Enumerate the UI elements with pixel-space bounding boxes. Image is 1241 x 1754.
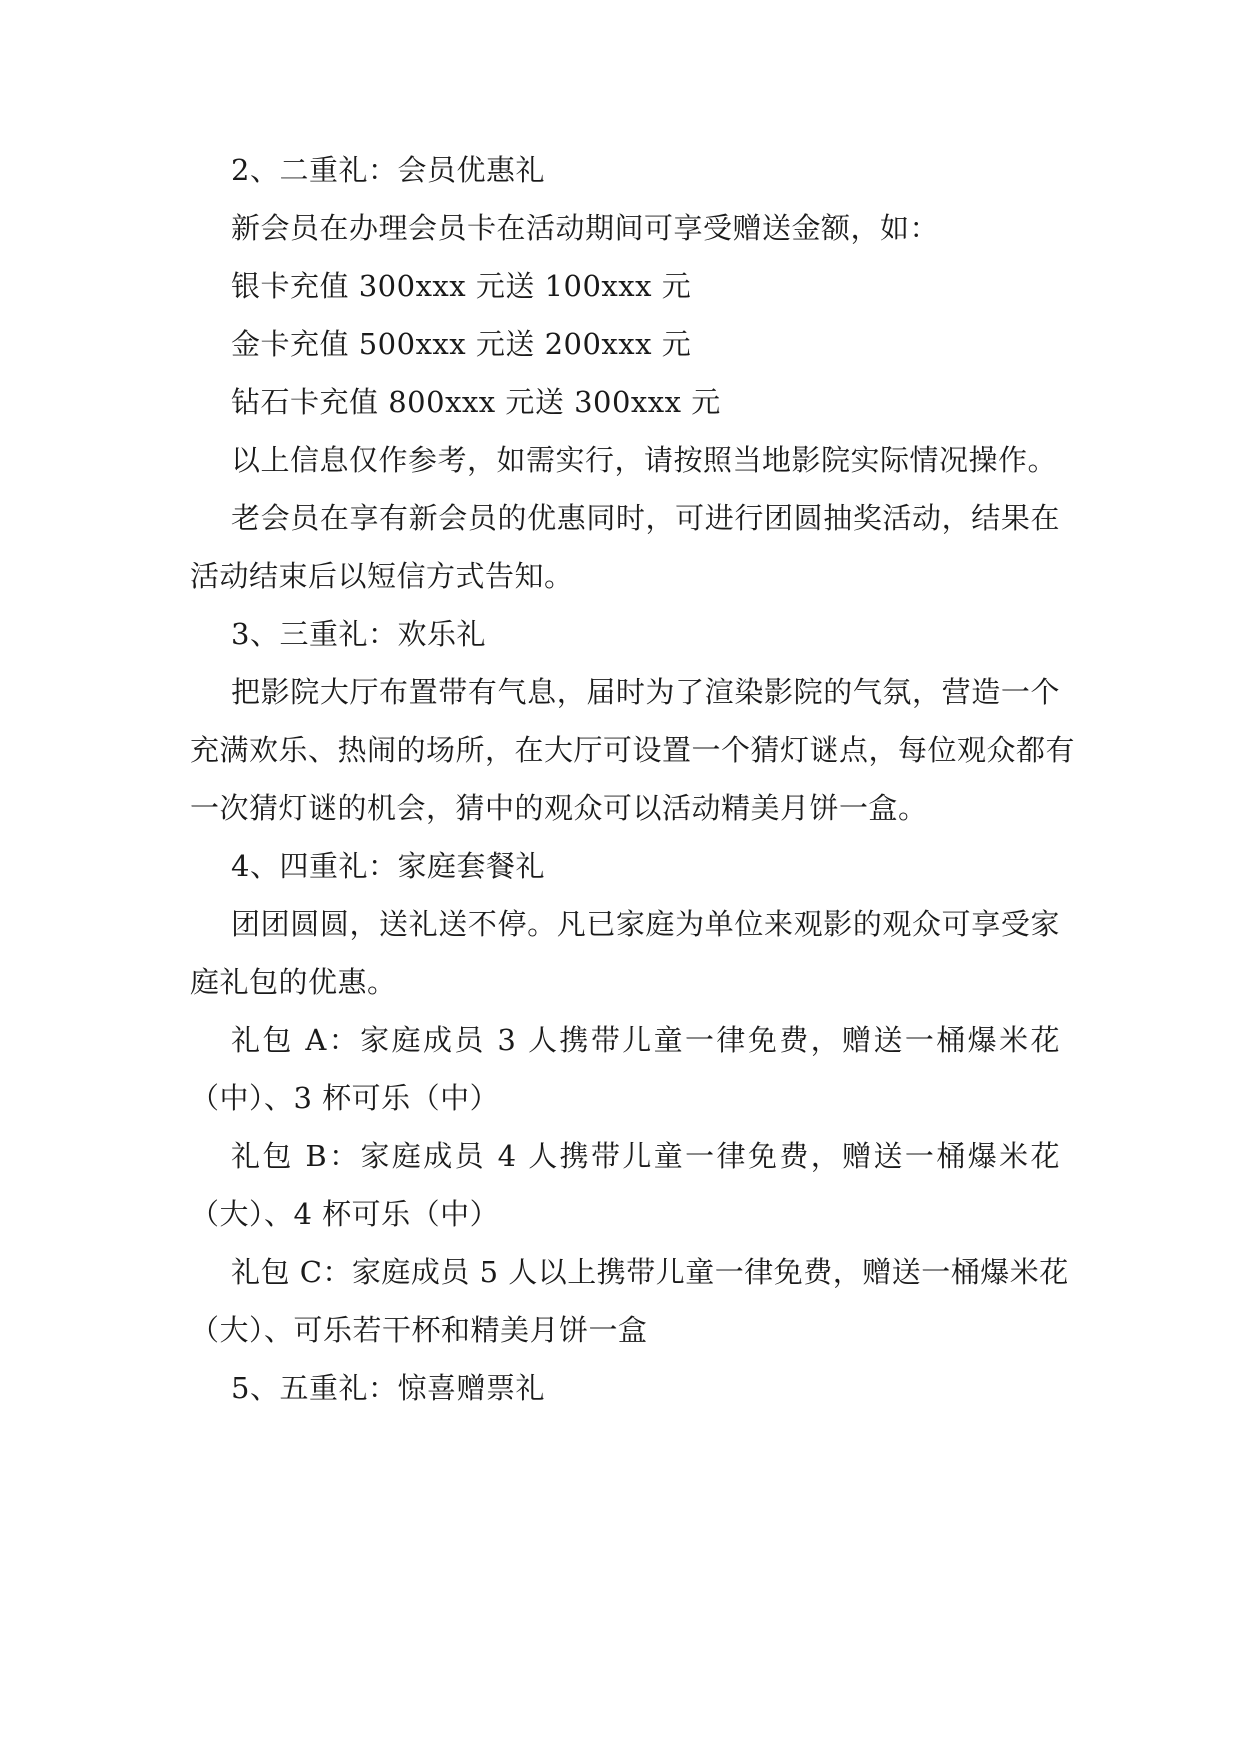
paragraph-line: 把影院大厅布置带有气息，届时为了渲染影院的气氛，营造一个	[231, 675, 1060, 709]
paragraph-line: 银卡充值 300xxx 元送 100xxx 元	[231, 269, 692, 303]
section-heading-5: 5、五重礼：惊喜赠票礼	[231, 1371, 545, 1405]
paragraph-line: 活动结束后以短信方式告知。	[190, 559, 574, 593]
paragraph-line: 新会员在办理会员卡在活动期间可享受赠送金额，如：	[231, 211, 940, 245]
paragraph-line: 充满欢乐、热闹的场所，在大厅可设置一个猜灯谜点，每位观众都有	[190, 733, 1076, 767]
paragraph-line: 金卡充值 500xxx 元送 200xxx 元	[231, 327, 692, 361]
paragraph-line: 庭礼包的优惠。	[190, 965, 397, 999]
paragraph-line: 团团圆圆，送礼送不停。凡已家庭为单位来观影的观众可享受家	[231, 907, 1060, 941]
section-heading-3: 3、三重礼：欢乐礼	[231, 617, 486, 651]
package-b-line: （大）、4 杯可乐（中）	[190, 1197, 500, 1231]
paragraph-line: 一次猜灯谜的机会，猜中的观众可以活动精美月饼一盒。	[190, 791, 928, 825]
package-a-line: （中）、3 杯可乐（中）	[190, 1081, 500, 1115]
paragraph-line: 以上信息仅作参考，如需实行，请按照当地影院实际情况操作。	[231, 443, 1058, 477]
paragraph-line: 老会员在享有新会员的优惠同时，可进行团圆抽奖活动，结果在	[231, 501, 1060, 535]
section-heading-4: 4、四重礼：家庭套餐礼	[231, 849, 545, 883]
package-b-line: 礼包 B：家庭成员 4 人携带儿童一律免费，赠送一桶爆米花	[231, 1139, 1060, 1173]
paragraph-line: 钻石卡充值 800xxx 元送 300xxx 元	[231, 385, 721, 419]
section-heading-2: 2、二重礼：会员优惠礼	[231, 153, 545, 187]
package-c-line: （大）、可乐若干杯和精美月饼一盒	[190, 1313, 648, 1347]
package-c-line: 礼包 C：家庭成员 5 人以上携带儿童一律免费，赠送一桶爆米花	[231, 1255, 1069, 1289]
package-a-line: 礼包 A：家庭成员 3 人携带儿童一律免费，赠送一桶爆米花	[231, 1023, 1060, 1057]
